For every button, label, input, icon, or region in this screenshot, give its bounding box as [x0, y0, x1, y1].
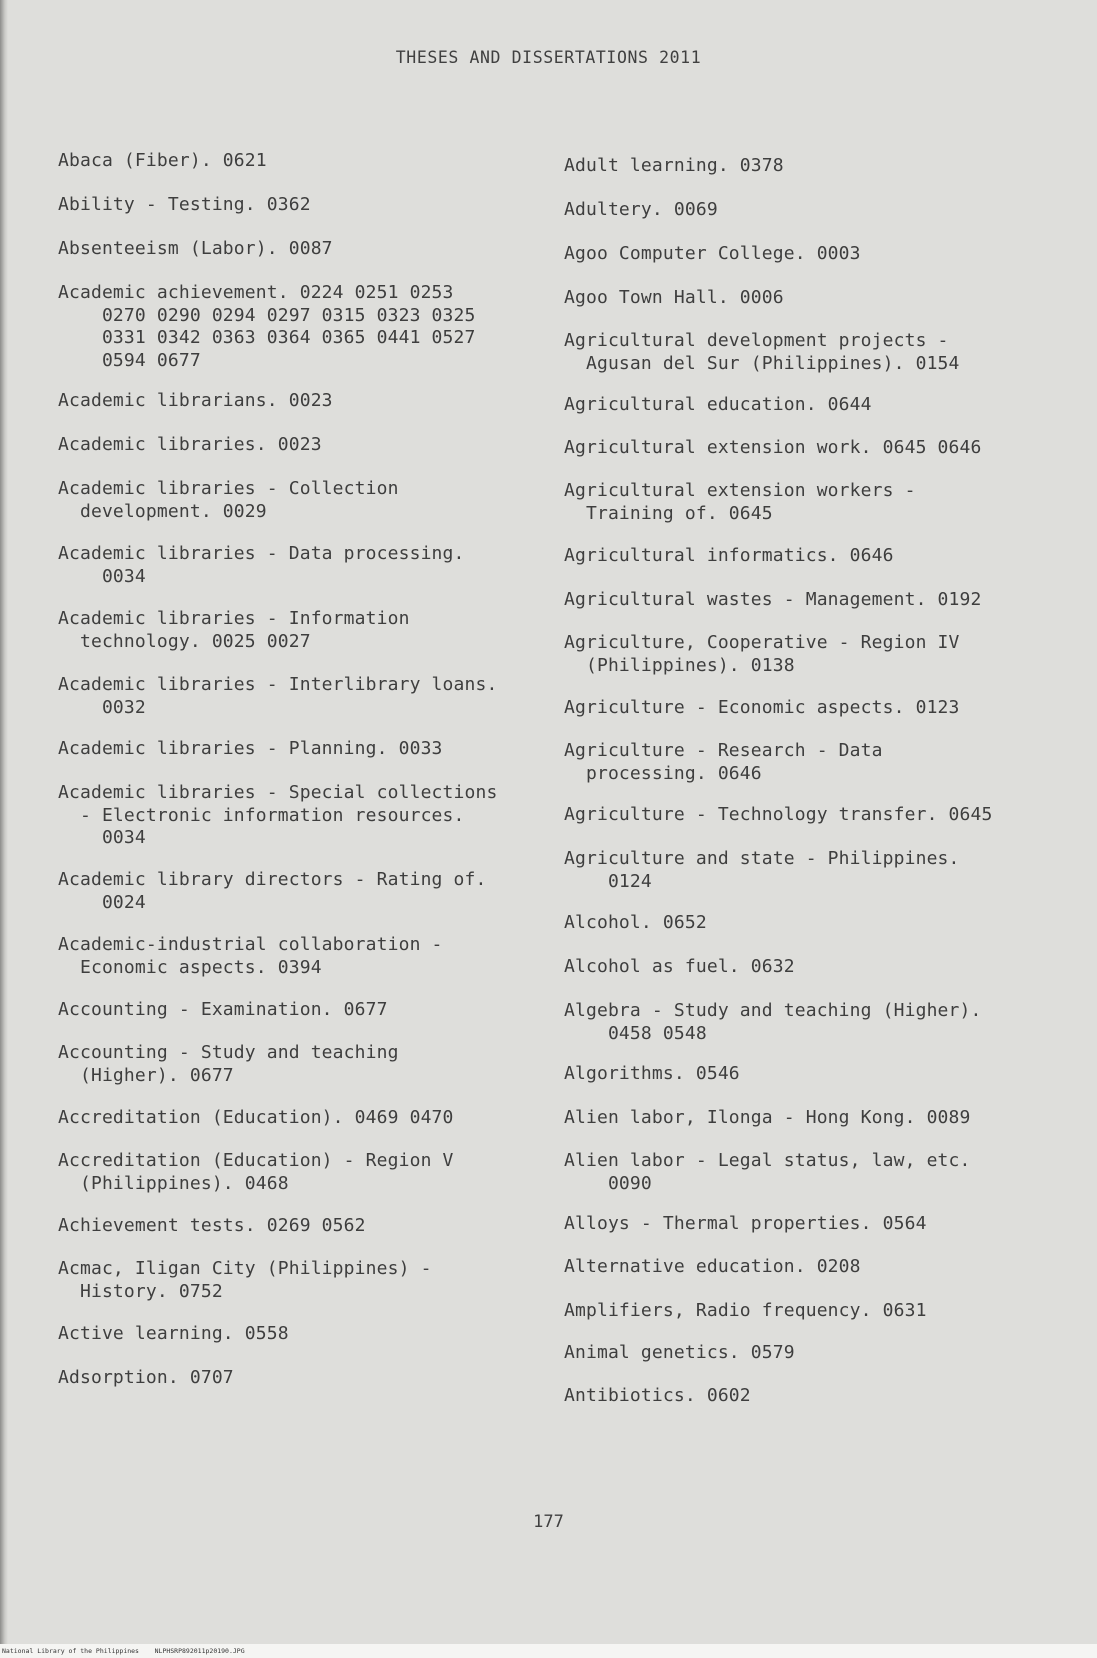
index-entry-heading: Algebra - Study and teaching (Higher). [564, 1000, 982, 1021]
index-entry-heading: Agricultural education. 0644 [564, 394, 872, 415]
index-entry-heading: Agriculture - Economic aspects. 0123 [564, 697, 960, 718]
index-entry [564, 912, 707, 935]
index-entry-continuation: 0034 [58, 565, 146, 587]
index-entry [564, 1000, 982, 1045]
index-entry-heading: Agriculture, Cooperative - Region IV [564, 632, 960, 653]
index-entry-heading: Academic libraries - Planning. 0033 [58, 738, 443, 759]
scan-footer: National Library of the Philippines NLPHSRP892011p20190.JPG [0, 1644, 1097, 1658]
index-entry-continuation: 0124 [564, 870, 652, 892]
index-entry-heading: Academic libraries. 0023 [58, 434, 322, 455]
index-entry-heading: Academic libraries - Special collections [58, 782, 498, 803]
index-entry-continuation: - Electronic information resources. [58, 804, 465, 826]
index-entry-heading: Academic libraries - Collection [58, 478, 399, 499]
index-entry-heading: Amplifiers, Radio frequency. 0631 [564, 1300, 927, 1321]
index-entry-heading: Antibiotics. 0602 [564, 1385, 751, 1406]
index-entry-heading: Agriculture and state - Philippines. [564, 848, 960, 869]
index-entry [564, 1385, 751, 1408]
index-entry-heading: Academic achievement. 0224 0251 0253 [58, 282, 454, 303]
index-entry-continuation: (Philippines). 0138 [564, 654, 795, 676]
index-entry [564, 545, 894, 568]
index-entry [564, 589, 982, 612]
index-entry [564, 956, 795, 979]
index-entry-heading: Alcohol. 0652 [564, 912, 707, 933]
index-entry [564, 632, 960, 677]
index-entry-heading: Alcohol as fuel. 0632 [564, 956, 795, 977]
index-entry-continuation: History. 0752 [58, 1280, 223, 1302]
index-entry [564, 437, 982, 460]
index-entry-heading: Accounting - Examination. 0677 [58, 999, 388, 1020]
index-entry-heading: Adultery. 0069 [564, 199, 718, 220]
index-entry-heading: Academic library directors - Rating of. [58, 869, 487, 890]
index-entry-heading: Agricultural wastes - Management. 0192 [564, 589, 982, 610]
index-entry [564, 394, 872, 417]
index-entry-heading: Agriculture - Technology transfer. 0645 [564, 804, 993, 825]
index-entry-heading: Agricultural development projects - [564, 330, 949, 351]
index-entry [564, 848, 960, 893]
index-entry-heading: Academic-industrial collaboration - [58, 934, 443, 955]
index-entry-heading: Absenteeism (Labor). 0087 [58, 238, 333, 259]
index-entry [564, 155, 784, 178]
index-entry-continuation: 0594 0677 [58, 349, 201, 371]
index-entry-heading: Algorithms. 0546 [564, 1063, 740, 1084]
index-entry-heading: Academic libraries - Interlibrary loans. [58, 674, 498, 695]
index-entry-heading: Active learning. 0558 [58, 1323, 289, 1344]
index-entry-continuation: development. 0029 [58, 500, 267, 522]
index-entry-heading: Acmac, Iligan City (Philippines) - [58, 1258, 432, 1279]
index-entry [564, 243, 861, 266]
index-entry [564, 330, 960, 375]
index-entry [564, 480, 916, 525]
index-entry [564, 1342, 795, 1365]
index-entry-heading: Academic libraries - Information [58, 608, 410, 629]
index-entry-heading: Agricultural informatics. 0646 [564, 545, 894, 566]
index-entry [564, 1213, 927, 1236]
index-entry-continuation: 0458 0548 [564, 1022, 707, 1044]
index-entry-continuation: technology. 0025 0027 [58, 630, 311, 652]
index-entry-heading: Academic librarians. 0023 [58, 390, 333, 411]
index-entry [564, 1063, 740, 1086]
index-entry [564, 804, 993, 827]
index-entry [564, 740, 883, 785]
index-entry-heading: Animal genetics. 0579 [564, 1342, 795, 1363]
index-entry-heading: Accounting - Study and teaching [58, 1042, 399, 1063]
index-entry-heading: Academic libraries - Data processing. [58, 543, 465, 564]
index-entry-heading: Alien labor - Legal status, law, etc. [564, 1150, 971, 1171]
page-header-title: THESES AND DISSERTATIONS 2011 [395, 48, 702, 67]
index-entry-continuation: 0270 0290 0294 0297 0315 0323 0325 [58, 304, 476, 326]
index-entry [564, 1256, 861, 1279]
index-entry-heading: Agriculture - Research - Data [564, 740, 883, 761]
index-entry [564, 697, 960, 720]
index-entry-continuation: Agusan del Sur (Philippines). 0154 [564, 352, 960, 374]
index-entry-continuation: (Higher). 0677 [58, 1064, 234, 1086]
page-number: 177 [533, 1512, 564, 1532]
index-entry-continuation: Training of. 0645 [564, 502, 773, 524]
index-entry-continuation: Economic aspects. 0394 [58, 956, 322, 978]
index-entry-heading: Accreditation (Education). 0469 0470 [58, 1107, 454, 1128]
index-entry-continuation: processing. 0646 [564, 762, 762, 784]
index-entry-heading: Abaca (Fiber). 0621 [58, 150, 267, 171]
index-entry [564, 1150, 971, 1195]
index-entry-continuation: 0034 [58, 827, 146, 848]
index-entry [564, 199, 718, 222]
index-entry-continuation: (Philippines). 0468 [58, 1172, 289, 1194]
index-entry-heading: Adult learning. 0378 [564, 155, 784, 176]
index-entry [564, 1300, 927, 1323]
index-entry-continuation: 0032 [58, 696, 146, 718]
index-entry-heading: Agricultural extension workers - [564, 480, 916, 501]
index-entry [564, 287, 784, 310]
index-entry [564, 1107, 971, 1130]
index-entry-heading: Alloys - Thermal properties. 0564 [564, 1213, 927, 1234]
index-entry-continuation: 0090 [564, 1172, 652, 1194]
index-entry-heading: Agoo Town Hall. 0006 [564, 287, 784, 308]
index-entry-heading: Ability - Testing. 0362 [58, 194, 311, 215]
index-entry-heading: Achievement tests. 0269 0562 [58, 1215, 366, 1236]
index-entry-heading: Accreditation (Education) - Region V [58, 1150, 454, 1171]
index-entry-heading: Alternative education. 0208 [564, 1256, 861, 1277]
index-entry-heading: Agoo Computer College. 0003 [564, 243, 861, 264]
index-entry-heading: Agricultural extension work. 0645 0646 [564, 437, 982, 458]
index-entry-continuation: 0024 [58, 891, 146, 913]
index-entry-heading: Alien labor, Ilonga - Hong Kong. 0089 [564, 1107, 971, 1128]
index-entry-heading: Adsorption. 0707 [58, 1367, 234, 1388]
index-entry-continuation: 0331 0342 0363 0364 0365 0441 0527 [58, 327, 476, 348]
